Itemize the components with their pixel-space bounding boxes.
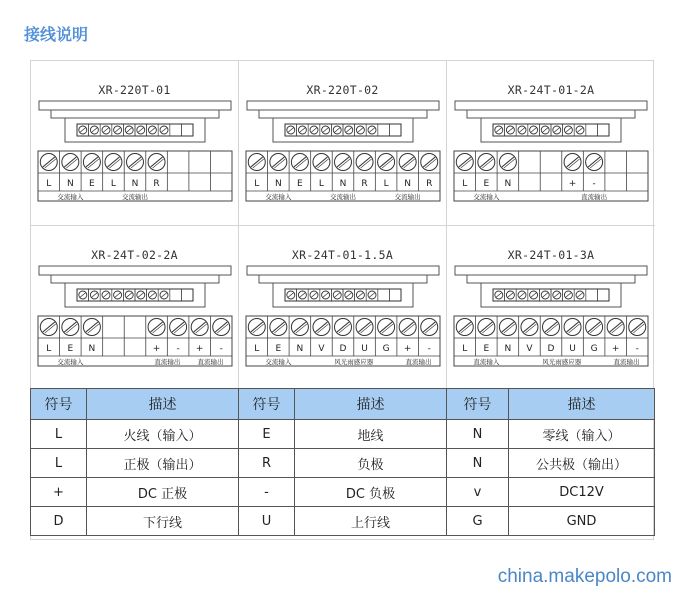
- terminal-label: G: [590, 344, 598, 354]
- model-label: XR-24T-01-3A: [507, 248, 595, 262]
- terminal-diagram: [245, 264, 441, 384]
- terminal-diagram: [245, 99, 441, 219]
- screw-terminal-icon: [270, 319, 287, 336]
- description-cell: DC12V: [509, 478, 655, 507]
- model-label: XR-24T-01-1.5A: [291, 248, 394, 262]
- screw-terminal-icon: [586, 319, 603, 336]
- terminal-label: +: [403, 344, 412, 354]
- terminal-label: -: [635, 344, 639, 354]
- terminal-label: D: [547, 344, 555, 354]
- screw-terminal-icon: [543, 319, 560, 336]
- terminal-label: +: [611, 344, 620, 354]
- terminal-label: N: [504, 344, 512, 354]
- description-cell: 火线（输入）: [87, 420, 239, 449]
- terminal-label: N: [404, 179, 412, 189]
- screw-terminal-icon: [378, 319, 395, 336]
- terminal-label: D: [339, 344, 347, 354]
- terminal-label: R: [426, 179, 433, 189]
- symbol-cell: D: [31, 507, 87, 536]
- terminal-label: R: [153, 179, 160, 189]
- panel-xr-24t-01-3a: [447, 226, 655, 391]
- description-cell: DC 负极: [295, 478, 447, 507]
- group-label: 交流输入: [265, 358, 292, 366]
- table-row: [31, 478, 655, 507]
- table-row: [31, 449, 655, 478]
- group-label: 直流输出: [613, 358, 640, 366]
- description-cell: 上行线: [295, 507, 447, 536]
- screw-terminal-icon: [586, 154, 603, 171]
- housing-body: [467, 110, 635, 118]
- terminal-label: G: [382, 344, 390, 354]
- screw-terminal-icon: [40, 154, 57, 171]
- terminal-label: E: [297, 179, 303, 189]
- panel-xr-220t-01: [31, 61, 239, 226]
- header-cell: 符号: [31, 389, 87, 420]
- terminal-label: R: [361, 179, 368, 189]
- symbol-cell: N: [447, 420, 509, 449]
- housing-body: [259, 275, 427, 283]
- symbol-cell: -: [239, 478, 295, 507]
- screw-terminal-icon: [291, 154, 308, 171]
- screw-terminal-icon: [83, 319, 100, 336]
- screw-terminal-icon: [399, 154, 416, 171]
- group-label: 直流输出: [154, 358, 181, 366]
- housing-body: [51, 275, 219, 283]
- symbol-cell: E: [239, 420, 295, 449]
- watermark: china.makepolo.com: [497, 566, 672, 587]
- screw-terminal-icon: [356, 154, 373, 171]
- screw-terminal-icon: [564, 154, 581, 171]
- header-cell: 符号: [239, 389, 295, 420]
- description-cell: DC 正极: [87, 478, 239, 507]
- housing-body: [51, 110, 219, 118]
- housing-plate: [39, 266, 231, 275]
- screw-terminal-icon: [170, 319, 187, 336]
- terminal-label: L: [254, 179, 260, 189]
- description-cell: GND: [509, 507, 655, 536]
- screw-terminal-icon: [499, 154, 516, 171]
- symbol-cell: R: [239, 449, 295, 478]
- model-label: XR-220T-02: [306, 83, 379, 97]
- panel-xr-24t-01-2a: [447, 61, 655, 226]
- terminal-label: L: [46, 344, 52, 354]
- symbol-cell: L: [31, 420, 87, 449]
- terminal-label: L: [462, 179, 468, 189]
- screw-terminal-icon: [40, 319, 57, 336]
- group-label: 直流输入: [473, 358, 500, 366]
- terminal-label: E: [67, 344, 74, 354]
- terminal-diagram: [37, 99, 233, 219]
- terminal-label: E: [89, 179, 95, 189]
- description-cell: 负极: [295, 449, 447, 478]
- page-title: 接线说明: [24, 25, 89, 44]
- housing-plate: [39, 101, 231, 110]
- description-cell: 正极（输出）: [87, 449, 239, 478]
- housing-plate: [455, 101, 647, 110]
- description-cell: 公共极（输出）: [509, 449, 655, 478]
- table-row: [31, 507, 655, 536]
- screw-terminal-icon: [421, 154, 438, 171]
- group-label: 交流输入: [57, 193, 84, 201]
- header-cell: 符号: [447, 389, 509, 420]
- panel-xr-24t-02-2a: [31, 226, 239, 391]
- terminal-label: L: [318, 179, 324, 189]
- terminal-label: L: [254, 344, 260, 354]
- terminal-label: N: [88, 344, 96, 354]
- screw-terminal-icon: [213, 319, 230, 336]
- table-row: [31, 420, 655, 449]
- group-label: 交流输出: [330, 193, 356, 201]
- screw-terminal-icon: [607, 319, 624, 336]
- terminal-label: L: [462, 344, 468, 354]
- table-header-row: [31, 389, 655, 420]
- header-cell: 描述: [295, 389, 447, 420]
- screw-terminal-icon: [564, 319, 581, 336]
- screw-terminal-icon: [456, 154, 473, 171]
- screw-terminal-icon: [335, 154, 352, 171]
- model-label: XR-24T-02-2A: [91, 248, 178, 262]
- description-cell: 下行线: [87, 507, 239, 536]
- terminal-label: +: [195, 344, 204, 354]
- description-cell: 地线: [295, 420, 447, 449]
- panel-xr-24t-01-1-5a: [239, 226, 447, 391]
- screw-terminal-icon: [378, 154, 395, 171]
- screw-terminal-icon: [629, 319, 646, 336]
- terminal-label: +: [152, 344, 161, 354]
- housing-body: [259, 110, 427, 118]
- terminal-label: -: [176, 344, 180, 354]
- screw-terminal-icon: [313, 154, 330, 171]
- terminal-label: U: [569, 344, 576, 354]
- group-label: 交流输入: [57, 358, 84, 366]
- screw-terminal-icon: [62, 154, 79, 171]
- screw-terminal-icon: [191, 319, 208, 336]
- model-label: XR-24T-01-2A: [507, 83, 595, 97]
- terminal-diagram: [453, 99, 649, 219]
- screw-terminal-icon: [83, 154, 100, 171]
- symbol-cell: L: [31, 449, 87, 478]
- screw-terminal-icon: [335, 319, 352, 336]
- group-label: 风光雨感应器: [334, 358, 374, 366]
- terminal-label: U: [361, 344, 368, 354]
- screw-terminal-icon: [478, 154, 495, 171]
- header-cell: 描述: [87, 389, 239, 420]
- housing-body: [467, 275, 635, 283]
- terminal-label: +: [568, 179, 577, 189]
- terminal-label: E: [275, 344, 282, 354]
- terminal-label: L: [46, 179, 52, 189]
- terminal-label: -: [219, 344, 223, 354]
- terminal-label: N: [274, 179, 282, 189]
- screw-terminal-icon: [421, 319, 438, 336]
- terminal-label: V: [526, 344, 533, 354]
- screw-terminal-icon: [478, 319, 495, 336]
- screw-terminal-icon: [456, 319, 473, 336]
- symbol-cell: G: [447, 507, 509, 536]
- terminal-label: -: [592, 179, 596, 189]
- symbol-cell: N: [447, 449, 509, 478]
- screw-terminal-icon: [270, 154, 287, 171]
- screw-terminal-icon: [291, 319, 308, 336]
- panel-xr-220t-02: [239, 61, 447, 226]
- model-label: XR-220T-01: [98, 83, 171, 97]
- screw-terminal-icon: [127, 154, 144, 171]
- group-label: 直流输出: [197, 358, 224, 366]
- terminal-label: N: [296, 344, 304, 354]
- terminal-label: -: [427, 344, 431, 354]
- terminal-label: E: [483, 344, 490, 354]
- terminal-label: E: [483, 179, 490, 189]
- screw-terminal-icon: [313, 319, 330, 336]
- terminal-diagram: [453, 264, 649, 384]
- screw-terminal-icon: [356, 319, 373, 336]
- terminal-label: N: [66, 179, 74, 189]
- terminal-label: N: [504, 179, 512, 189]
- symbol-cell: U: [239, 507, 295, 536]
- housing-plate: [247, 101, 439, 110]
- housing-plate: [247, 266, 439, 275]
- screw-terminal-icon: [248, 154, 265, 171]
- screw-terminal-icon: [499, 319, 516, 336]
- group-label: 直流输出: [405, 358, 432, 366]
- terminal-label: V: [318, 344, 325, 354]
- screw-terminal-icon: [248, 319, 265, 336]
- screw-terminal-icon: [148, 154, 165, 171]
- group-label: 交流输出: [122, 193, 148, 201]
- screw-terminal-icon: [521, 319, 538, 336]
- terminal-label: N: [131, 179, 139, 189]
- symbol-cell: v: [447, 478, 509, 507]
- group-label: 直流输出: [581, 193, 608, 201]
- description-cell: 零线（输入）: [509, 420, 655, 449]
- terminal-diagram: [37, 264, 233, 384]
- screw-terminal-icon: [148, 319, 165, 336]
- symbol-legend-table: [30, 388, 655, 536]
- group-label: 交流输入: [473, 193, 500, 201]
- screw-terminal-icon: [105, 154, 122, 171]
- terminal-label: L: [110, 179, 116, 189]
- screw-terminal-icon: [399, 319, 416, 336]
- terminal-label: N: [339, 179, 347, 189]
- symbol-cell: +: [31, 478, 87, 507]
- screw-terminal-icon: [62, 319, 79, 336]
- housing-plate: [455, 266, 647, 275]
- group-label: 交流输入: [265, 193, 292, 201]
- terminal-label: L: [383, 179, 389, 189]
- group-label: 交流输出: [394, 193, 421, 201]
- group-label: 风光雨感应器: [542, 358, 582, 366]
- header-cell: 描述: [509, 389, 655, 420]
